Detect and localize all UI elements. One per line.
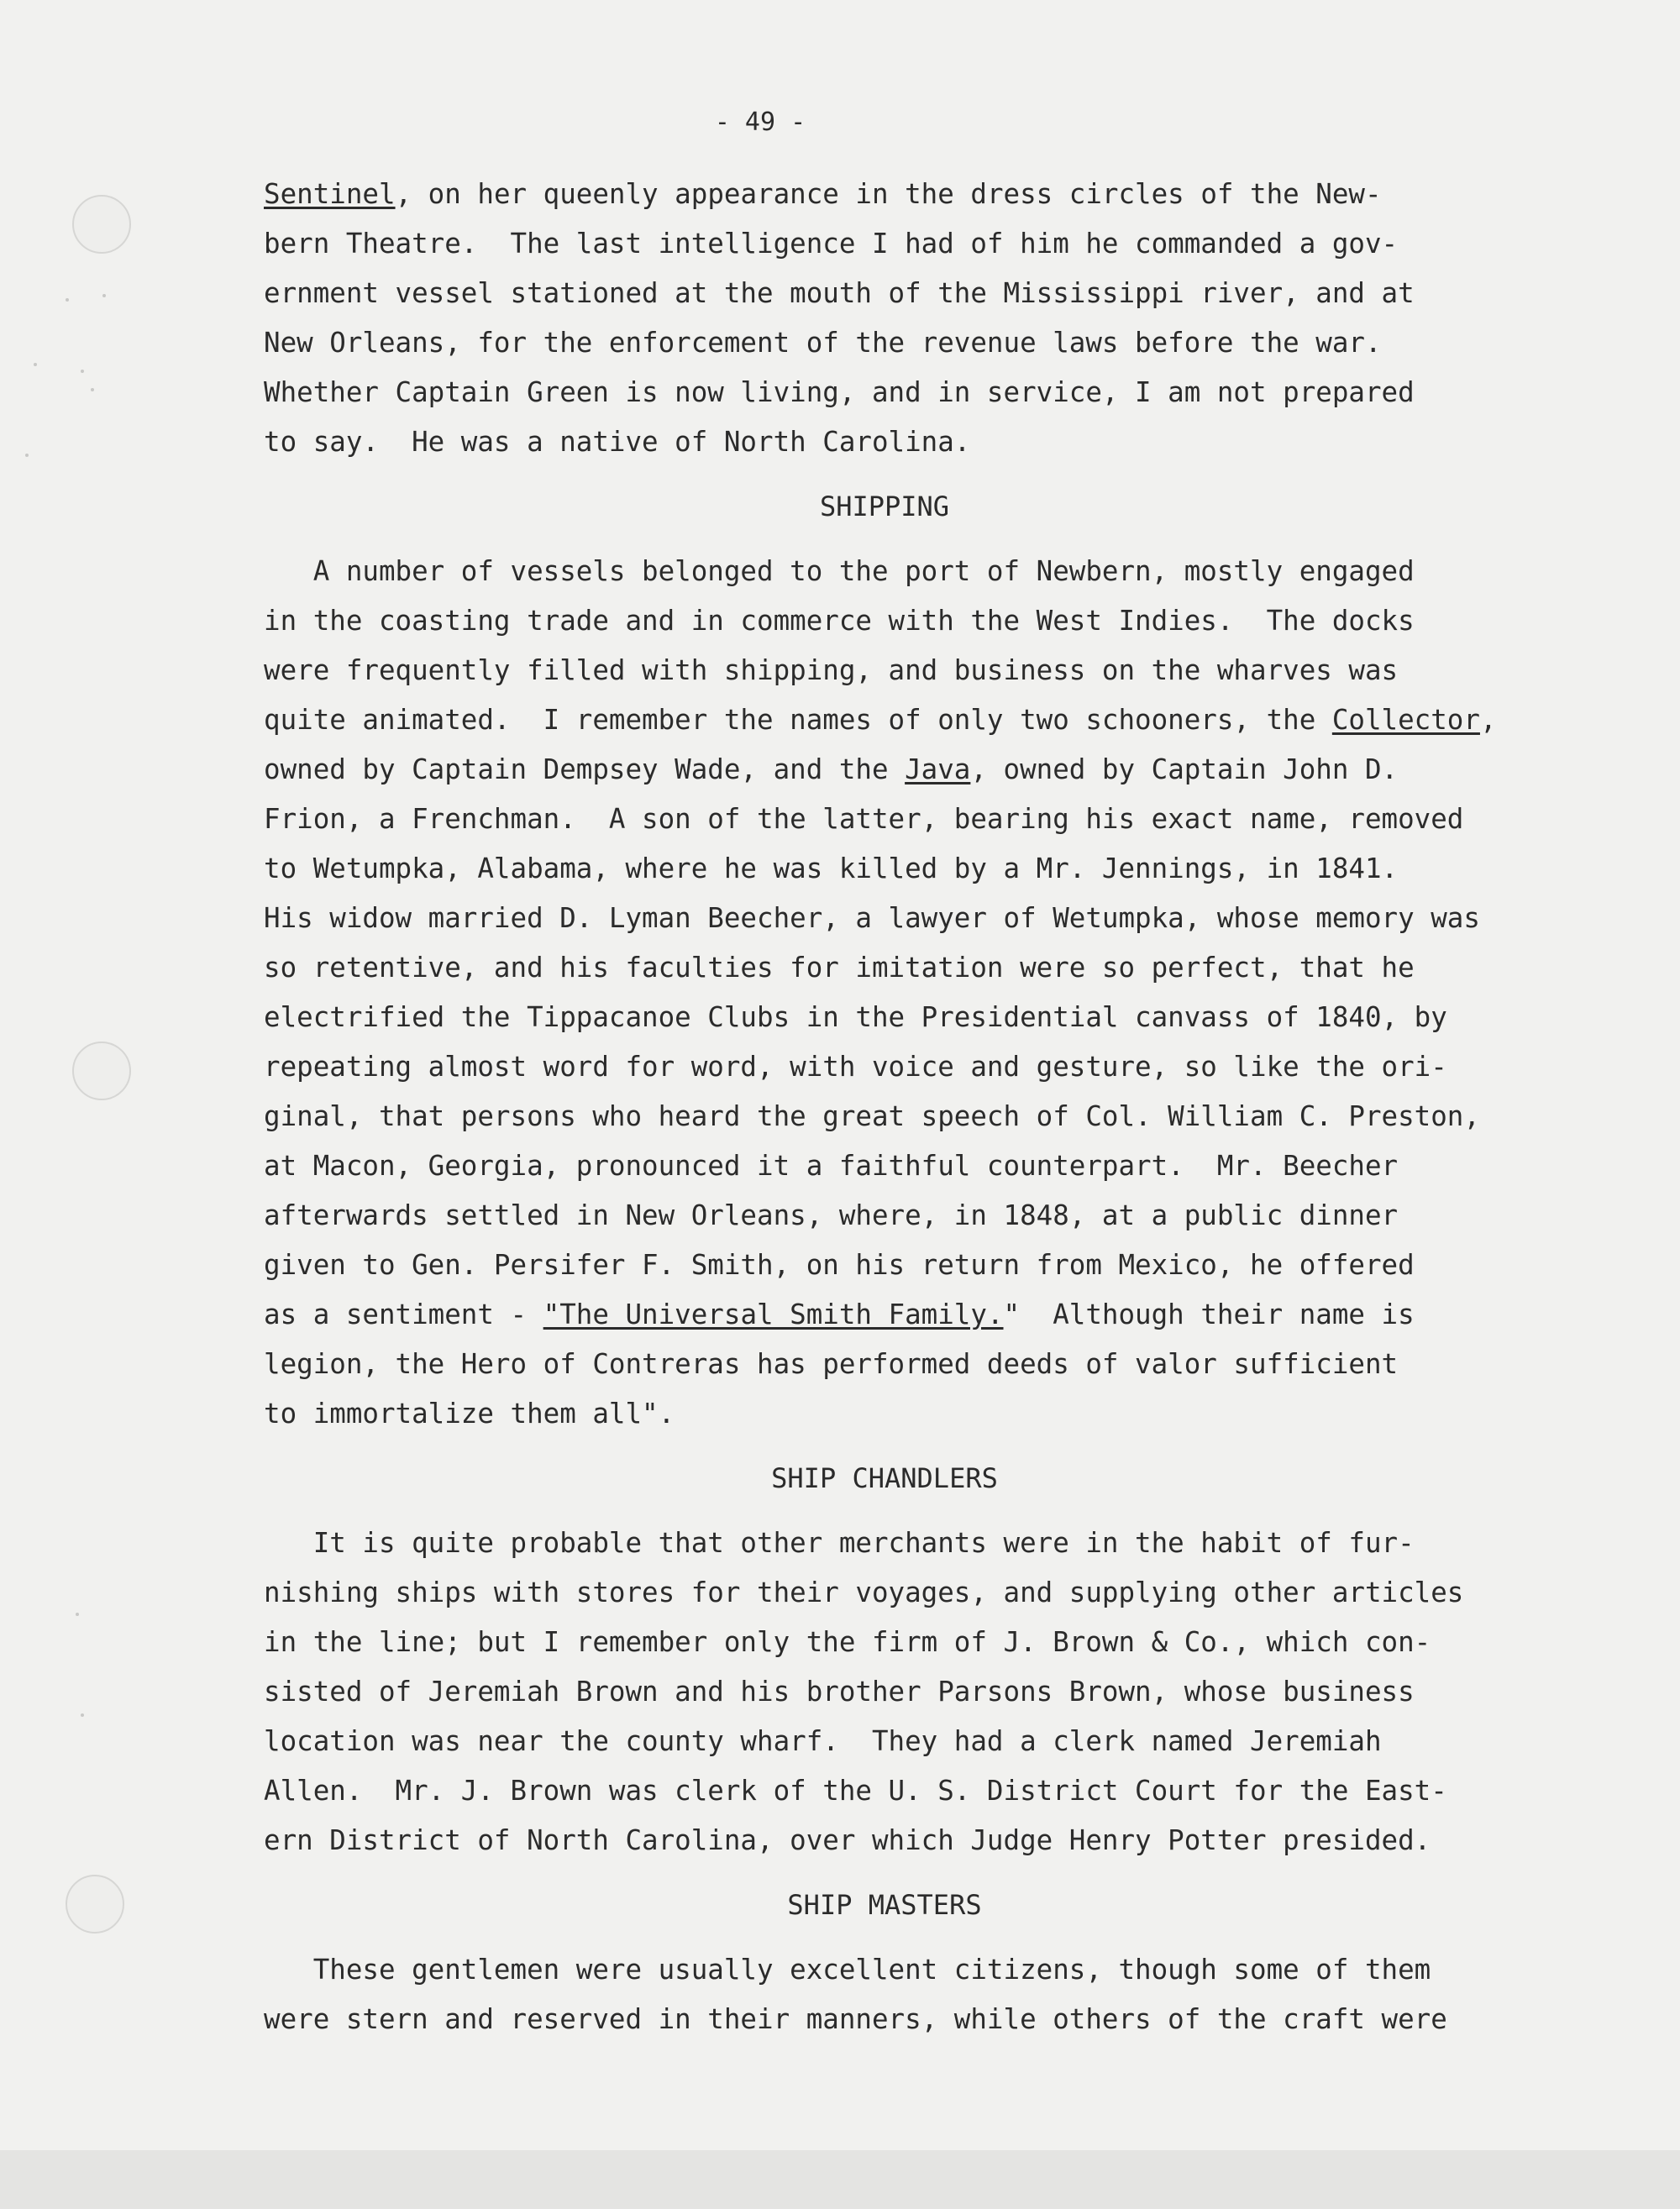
text-line-head: quite animated. I remember the names of only two schooners, the: [264, 704, 1332, 736]
section-heading-ship-masters: SHIP MASTERS: [787, 1889, 982, 1921]
toast-quote: "The Universal Smith Family.: [543, 1299, 1004, 1330]
text-line: were frequently filled with shipping, and business on the wharves was: [264, 654, 1399, 686]
ship-name-java: Java: [905, 753, 971, 785]
text-line: It is quite probable that other merchants were in the habit of fur-: [264, 1527, 1415, 1559]
page-number: - 49 -: [714, 108, 806, 137]
text-line: in the line; but I remember only the firm of J. Brown & Co., which con-: [264, 1626, 1431, 1658]
text-line: afterwards settled in New Orleans, where, in 1848, at a public dinner: [264, 1199, 1399, 1231]
text-line-tail: , owned by Captain John D.: [970, 753, 1399, 785]
scan-bottom-edge: [0, 2150, 1680, 2209]
text-line: nishing ships with stores for their voyages, and supplying other articles: [264, 1577, 1464, 1608]
text-line: Frion, a Frenchman. A son of the latter, bearing his exact name, removed: [264, 803, 1464, 835]
text-line: ernment vessel stationed at the mouth of the Mississippi river, and at: [264, 277, 1415, 309]
section-heading-ship-chandlers: SHIP CHANDLERS: [771, 1462, 998, 1494]
text-line: at Macon, Georgia, pronounced it a faithful counterpart. Mr. Beecher: [264, 1150, 1399, 1182]
scan-speck: [25, 454, 29, 457]
punch-hole-bottom: [66, 1875, 124, 1934]
text-line: given to Gen. Persifer F. Smith, on his return from Mexico, he offered: [264, 1249, 1415, 1281]
section-heading-shipping: SHIPPING: [819, 491, 950, 522]
text-line: location was near the county wharf. They had a clerk named Jeremiah: [264, 1725, 1382, 1757]
text-line: in the coasting trade and in commerce with the West Indies. The docks: [264, 605, 1415, 637]
scan-speck: [102, 294, 106, 297]
text-line: to immortalize them all".: [264, 1398, 675, 1430]
newspaper-title: Sentinel: [264, 178, 396, 210]
text-line-tail: " Although their name is: [1003, 1299, 1415, 1330]
scan-speck: [66, 298, 69, 302]
punch-hole-middle: [72, 1042, 131, 1100]
scan-speck: [81, 1713, 84, 1717]
text-line-head: as a sentiment -: [264, 1299, 543, 1330]
text-line: New Orleans, for the enforcement of the revenue laws before the war.: [264, 327, 1382, 359]
text-line-tail: ,: [1479, 704, 1497, 736]
text-line: [264, 170, 1524, 219]
text-line: ern District of North Carolina, over which Judge Henry Potter presided.: [264, 1824, 1431, 1856]
text-line-head: owned by Captain Dempsey Wade, and the: [264, 753, 906, 785]
text-line: Allen. Mr. J. Brown was clerk of the U. S. District Court for the East-: [264, 1775, 1447, 1807]
text-line: ginal, that persons who heard the great speech of Col. William C. Preston,: [264, 1100, 1480, 1132]
text-line: bern Theatre. The last intelligence I had of him he commanded a gov-: [264, 228, 1399, 260]
text-line: to Wetumpka, Alabama, where he was killed by a Mr. Jennings, in 1841.: [264, 853, 1399, 884]
text-line: His widow married D. Lyman Beecher, a lawyer of Wetumpka, whose memory was: [264, 902, 1480, 934]
text-line: legion, the Hero of Contreras has performed deeds of valor sufficient: [264, 1348, 1399, 1380]
text-line-tail: , on her queenly appearance in the dress circles of the New-: [395, 178, 1382, 210]
scan-speck: [34, 363, 37, 366]
punch-hole-top: [72, 195, 131, 254]
text-line: electrified the Tippacanoe Clubs in the Presidential canvass of 1840, by: [264, 1001, 1447, 1033]
scan-speck: [76, 1613, 79, 1616]
text-line: so retentive, and his faculties for imitation were so perfect, that he: [264, 952, 1415, 984]
body-text: [264, 170, 1524, 2044]
text-line: [264, 695, 1524, 745]
text-line: to say. He was a native of North Carolina.: [264, 426, 971, 458]
ship-name-collector: Collector: [1331, 704, 1480, 736]
scan-speck: [91, 388, 94, 391]
text-line: These gentlemen were usually excellent citizens, though some of them: [264, 1954, 1431, 1986]
text-line: were stern and reserved in their manners, while others of the craft were: [264, 2003, 1447, 2035]
text-line: A number of vessels belonged to the port of Newbern, mostly engaged: [264, 555, 1415, 587]
text-line: Whether Captain Green is now living, and in service, I am not prepared: [264, 376, 1415, 408]
scan-speck: [81, 370, 84, 373]
text-line: [264, 1290, 1524, 1340]
text-line: repeating almost word for word, with voice and gesture, so like the ori-: [264, 1051, 1447, 1083]
text-line: sisted of Jeremiah Brown and his brother Parsons Brown, whose business: [264, 1676, 1415, 1708]
text-line: [264, 745, 1524, 795]
